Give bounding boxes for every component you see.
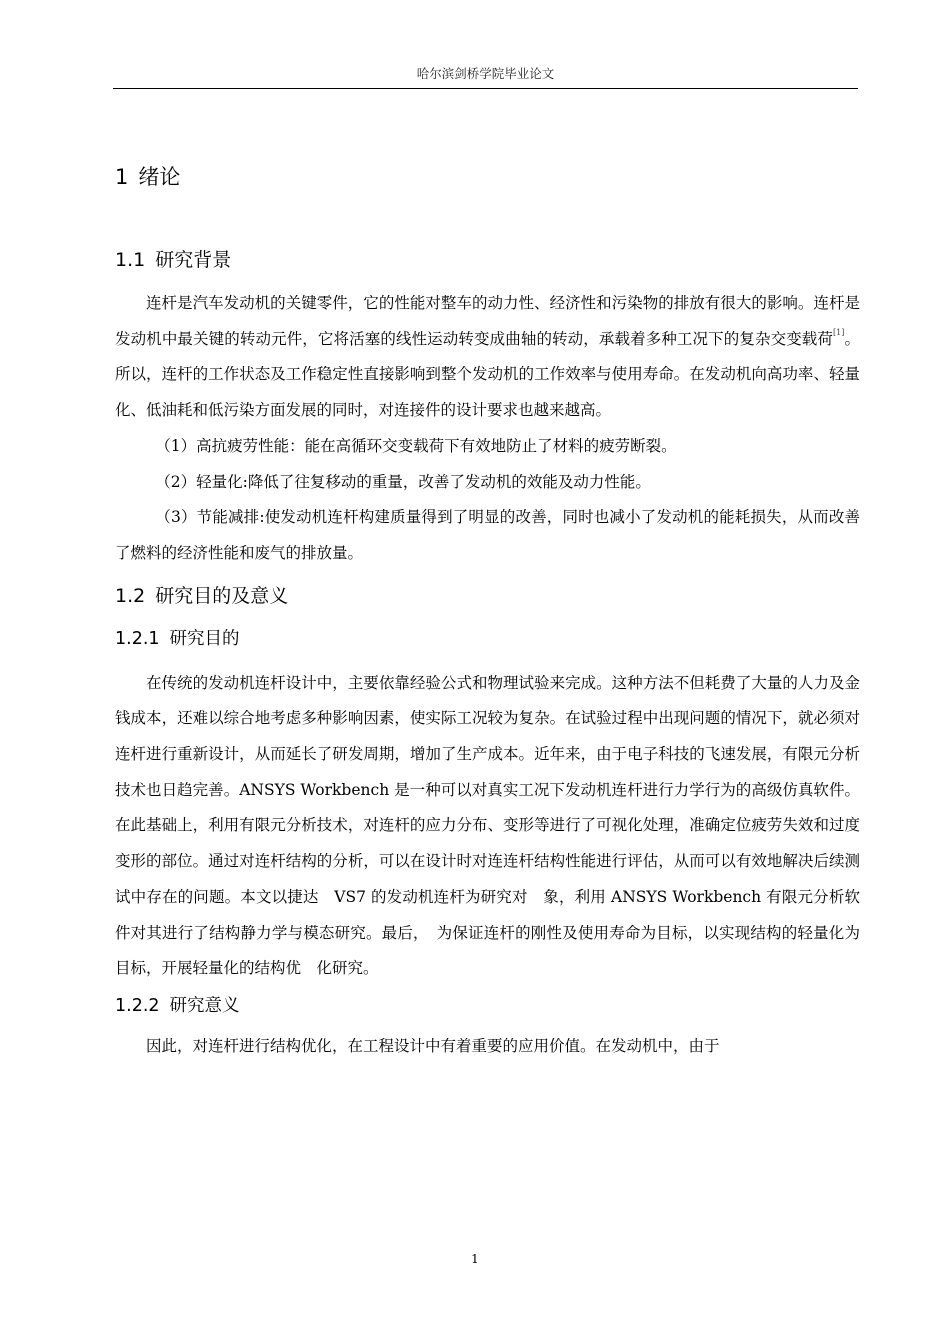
background-text-b: 。所以，连杆的工作状态及工作稳定性直接影响到整个发动机的工作效率与使用寿命。在发动机向高功率、轻量化、低油耗和低污染方面发展的同时，对连接件的设计要求也越来越高。 xyxy=(115,329,860,420)
section-1-2-2-number: 1.2.2 xyxy=(115,995,160,1016)
header-rule xyxy=(113,88,858,89)
section-1-2-2-title: 研究意义 xyxy=(169,995,240,1016)
purpose-paragraph: 在传统的发动机连杆设计中，主要依靠经验公式和物理试验来完成。这种方法不但耗费了大量的人力及金钱成本，还难以综合地考虑多种影响因素，使实际工况较为复杂。在试验过程中出现问题的情况下，就必须对连杆进行重新设计，从而延长了研发周期，增加了生产成本。近年来，由于电子科技的飞速发展，有限元分析技术也日趋完善。ANSYS Workbench 是一种可以对真实工况下发动机连杆进行力学行为的高级仿真软件。在此基础上，利用有限元分析技术，对连杆的应力分布、变形等进行了可视化处理，准确定位疲劳失效和过度变形的部位。通过对连杆结构的分析，可以在设计时对连连杆结构性能进行评估，从而可以有效地解决后续测试中存在的问题。本文以捷达 VS7 的发动机连杆为研究对 象，利用 ANSYS Workbench 有限元分析软件对其进行了结构静力学与模态研究。最后， 为保证连杆的刚性及使用寿命为目标，以实现结构的轻量化为目标，开展轻量化的结构优 化研究。 xyxy=(115,673,860,978)
section-1-2-1-title: 研究目的 xyxy=(169,628,240,649)
significance-paragraph: 因此，对连杆进行结构优化，在工程设计中有着重要的应用价值。在发动机中，由于 xyxy=(146,1036,720,1055)
background-paragraph xyxy=(115,286,860,429)
page-number: 1 xyxy=(471,1252,479,1266)
section-1-2-number: 1.2 xyxy=(115,584,146,607)
section-1-2-title: 研究目的及意义 xyxy=(155,584,289,607)
section-1-2-1-heading xyxy=(115,624,860,654)
chapter-number: 1 xyxy=(115,165,129,189)
section-1-1-heading xyxy=(115,244,860,276)
section-1-2-1-number: 1.2.1 xyxy=(115,628,160,649)
section-1-2-2-heading xyxy=(115,991,860,1021)
page-header: 哈尔滨剑桥学院毕业论文 xyxy=(416,66,555,81)
page-body xyxy=(115,160,860,1065)
section-1-1-title: 研究背景 xyxy=(155,249,232,271)
section-1-1-number: 1.1 xyxy=(115,249,146,271)
section-1-2-heading xyxy=(115,580,860,612)
chapter-heading xyxy=(115,160,860,194)
list-item-1: （1）高抗疲劳性能：能在高循环交变载荷下有效地防止了材料的疲劳断裂。 xyxy=(155,436,677,455)
background-text-a: 连杆是汽车发动机的关键零件，它的性能对整车的动力性、经济性和污染物的排放有很大的影响。连杆是发动机中最关键的转动元件，它将活塞的线性运动转变成曲轴的转动，承载着多种工况下的复杂交变载荷 xyxy=(115,294,860,348)
chapter-title: 绪论 xyxy=(138,165,181,189)
citation-1: [1] xyxy=(833,327,845,337)
list-item-2: （2）轻量化:降低了往复移动的重量，改善了发动机的效能及动力性能。 xyxy=(155,472,651,491)
list-item-3: （3）节能减排:使发动机连杆构建质量得到了明显的改善，同时也减小了发动机的能耗损失，从而改善了燃料的经济性能和废气的排放量。 xyxy=(115,508,860,562)
